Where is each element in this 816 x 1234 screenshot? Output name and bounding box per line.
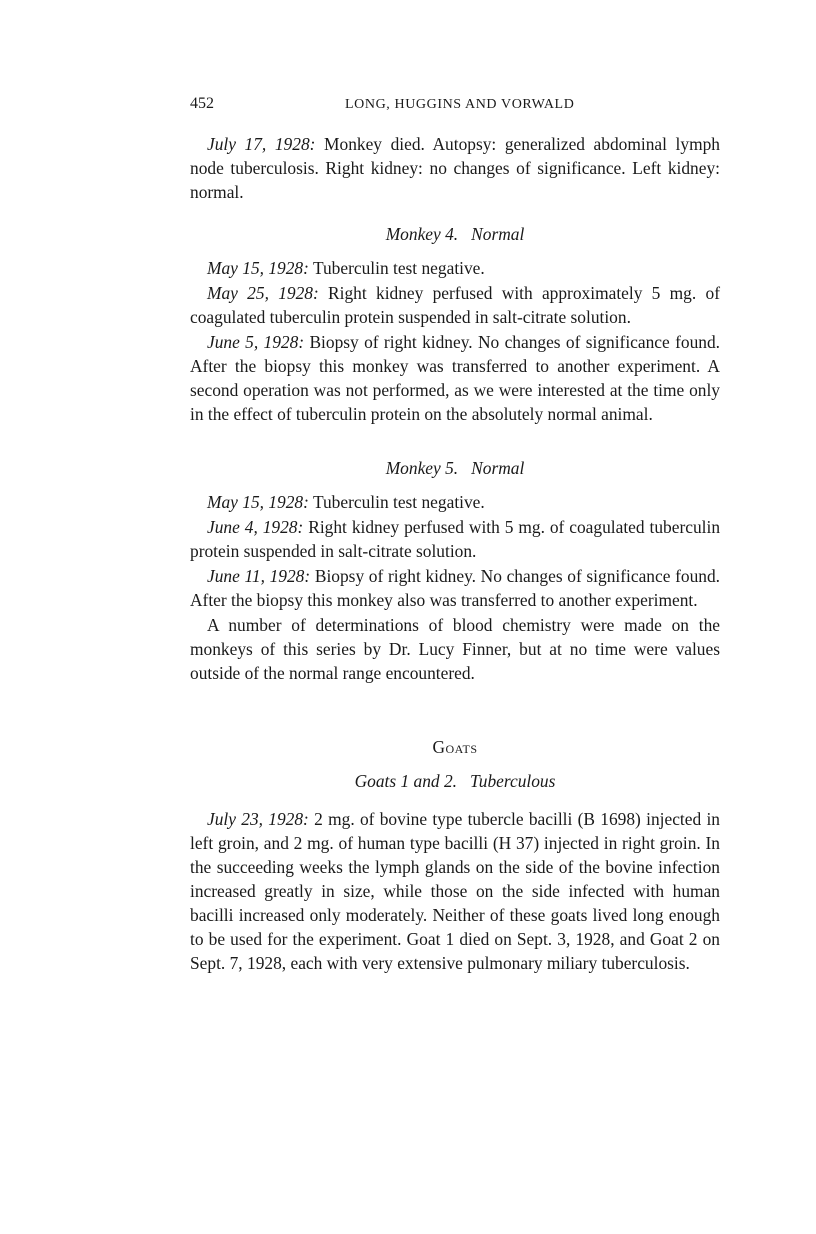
entry-date: June 11, 1928:	[207, 566, 311, 586]
entry-date: June 5, 1928:	[207, 332, 305, 352]
entry-monkey5-1	[190, 490, 720, 514]
entry-monkey4-3	[190, 330, 720, 426]
entry-monkey4-2	[190, 281, 720, 329]
entry-text: Tuberculin test negative.	[308, 492, 485, 512]
entry-monkey-died	[190, 132, 720, 204]
entry-text: Right kidney perfused with approximately 5 mg. of coagulated tuberculin protein suspended in salt-citrate solution.	[190, 283, 720, 327]
entry-text: Tuberculin test negative.	[308, 258, 485, 278]
section-heading-goats: Goats	[432, 737, 478, 757]
entry-monkey5-2	[190, 515, 720, 563]
running-head	[190, 92, 720, 116]
page-body	[190, 92, 720, 975]
entry-date: July 17, 1928:	[207, 134, 316, 154]
entry-goats	[190, 807, 720, 975]
heading-monkey-5: Monkey 5. Normal	[385, 458, 525, 478]
paragraph-blood-chemistry: A number of determinations of blood chemistry were made on the monkeys of this series by Dr. Lucy Finner, but at no time were values outside of the normal range encountered.	[190, 615, 720, 683]
entry-text: 2 mg. of bovine type tubercle bacilli (B 1698) injected in left groin, and 2 mg. of human type bacilli (H 37) injected in right groin. In the succeeding weeks the lymph glands on the side of the bovine infection increased greatly in size, while those on the side infected with human bacilli increased only moderately. Neither of these goats lived long enough to be used for the experiment. Goat 1 died on Sept. 3, 1928, and Goat 2 on Sept. 7, 1928, each with very extensive pulmonary miliary tuberculosis.	[190, 809, 720, 973]
entry-text: Biopsy of right kidney. No changes of significance found. After the biopsy this monkey was transferred to another experiment. A second operation was not performed, as we were interested at the time only in the effect of tuberculin protein on the absolutely normal animal.	[190, 332, 721, 424]
entry-date: June 4, 1928:	[207, 517, 304, 537]
entry-text: Biopsy of right kidney. No changes of significance found. After the biopsy this monkey also was transferred to another experiment.	[190, 566, 721, 610]
entry-date: May 15, 1928:	[207, 492, 309, 512]
entry-text: Monkey died. Autopsy: generalized abdominal lymph node tuberculosis. Right kidney: no changes of significance. Left kidney: normal.	[190, 134, 720, 202]
entry-monkey4-1	[190, 256, 720, 280]
entry-text: Right kidney perfused with 5 mg. of coagulated tuberculin protein suspended in salt-citrate solution.	[190, 517, 721, 561]
entry-date: May 25, 1928:	[207, 283, 319, 303]
entry-date: July 23, 1928:	[207, 809, 309, 829]
entry-date: May 15, 1928:	[207, 258, 309, 278]
heading-monkey-4: Monkey 4. Normal	[385, 224, 525, 244]
entry-monkey5-3	[190, 564, 720, 612]
heading-goats-1-and-2: Goats 1 and 2. Tuberculous	[354, 771, 556, 791]
page-number: 452	[190, 95, 214, 112]
running-title: LONG, HUGGINS AND VORWALD	[345, 97, 575, 112]
